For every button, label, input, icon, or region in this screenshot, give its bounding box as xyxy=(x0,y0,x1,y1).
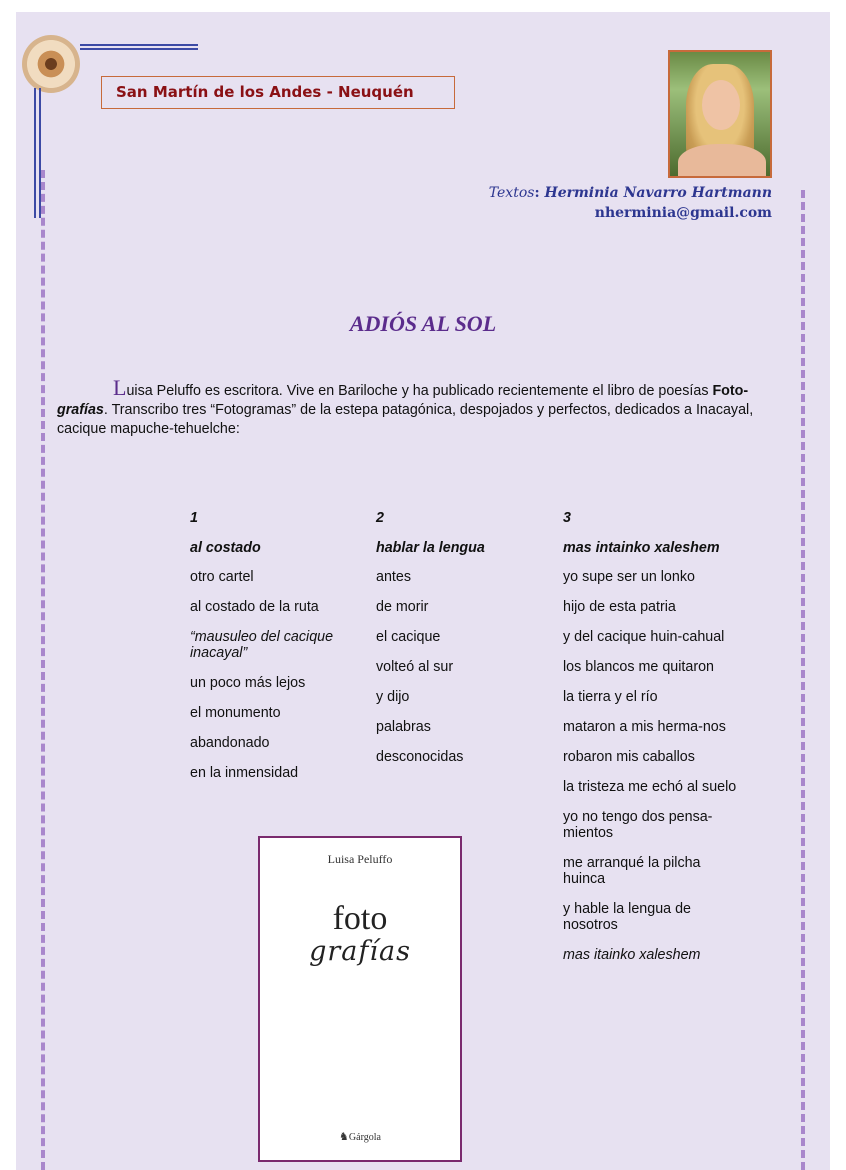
author-photo xyxy=(668,50,772,178)
intro-dropcap: L xyxy=(113,375,127,400)
seashell-logo-icon xyxy=(22,35,80,93)
poem-line: “mausuleo del cacique inacayal” xyxy=(190,629,334,661)
poem-line: la tierra y el río xyxy=(563,689,658,705)
poem-1 xyxy=(190,510,360,795)
gargoyle-icon: ♞ xyxy=(339,1131,349,1143)
poem-line: yo supe ser un lonko xyxy=(563,569,695,585)
poem-line: yo no tengo dos pensa-mientos xyxy=(563,809,713,841)
poem-line: antes xyxy=(376,569,411,585)
decorative-double-line-vertical xyxy=(34,88,41,218)
poem-line: mataron a mis herma-nos xyxy=(563,719,726,735)
poem-line: el cacique xyxy=(376,629,441,645)
book-cover-publisher: ♞Gárgola xyxy=(339,1131,381,1143)
poem-line: y hable la lengua de nosotros xyxy=(563,901,691,933)
poem-line: los blancos me quitaron xyxy=(563,659,714,675)
author-email[interactable]: nherminia@gmail.com xyxy=(594,205,772,221)
poem-line: otro cartel xyxy=(190,569,254,585)
intro-paragraph: Luisa Peluffo es escritora. Vive en Bariloche y ha publicado recientemente el libro de poesías Foto-grafías. Transcribo tres “Fotogramas” de la estepa patagónica, despojados y perfectos, dedicados a Inacayal, cacique mapuche-tehuelche: xyxy=(57,375,754,437)
poem-line: me arranqué la pilcha huinca xyxy=(563,855,701,887)
poem-title: mas intainko xaleshem xyxy=(563,540,720,556)
poem-line: y del cacique huin-cahual xyxy=(563,629,725,645)
article-title: ADIÓS AL SOL xyxy=(349,311,497,336)
poem-line: al costado de la ruta xyxy=(190,599,319,615)
poem-line: el monumento xyxy=(190,705,281,721)
poem-3 xyxy=(563,510,739,977)
poem-title: al costado xyxy=(190,540,261,556)
book-cover-author: Luisa Peluffo xyxy=(327,852,393,866)
location-banner: San Martín de los Andes - Neuquén xyxy=(101,76,455,109)
poem-line: hijo de esta patria xyxy=(563,599,676,615)
poem-line: y dijo xyxy=(376,689,410,705)
poem-line: volteó al sur xyxy=(376,659,454,675)
poem-line: palabras xyxy=(376,719,431,735)
poem-line: abandonado xyxy=(190,735,270,751)
author-credits: Textos: Herminia Navarro Hartmann nherminia@gmail.com xyxy=(488,185,772,221)
poem-number: 2 xyxy=(376,510,384,526)
poem-number: 3 xyxy=(563,510,571,526)
decorative-double-line xyxy=(80,44,198,50)
credits-label: Textos xyxy=(488,185,535,201)
poem-line: la tristeza me echó al suelo xyxy=(563,779,737,795)
poem-line: mas itainko xaleshem xyxy=(563,947,701,963)
poem-title: hablar la lengua xyxy=(376,540,485,556)
book-cover xyxy=(258,836,462,1162)
poem-line: en la inmensidad xyxy=(190,765,299,781)
author-name: Herminia Navarro Hartmann xyxy=(544,185,772,201)
poem-line: un poco más lejos xyxy=(190,675,306,691)
book-cover-title-line1: foto xyxy=(332,900,388,937)
poem-line: desconocidas xyxy=(376,749,464,765)
book-cover-title-line2: grafías xyxy=(309,936,411,967)
poem-line: robaron mis caballos xyxy=(563,749,695,765)
dashed-border-right xyxy=(801,190,805,1170)
poem-line: de morir xyxy=(376,599,429,615)
poem-number: 1 xyxy=(190,510,198,526)
poem-2 xyxy=(376,510,546,779)
